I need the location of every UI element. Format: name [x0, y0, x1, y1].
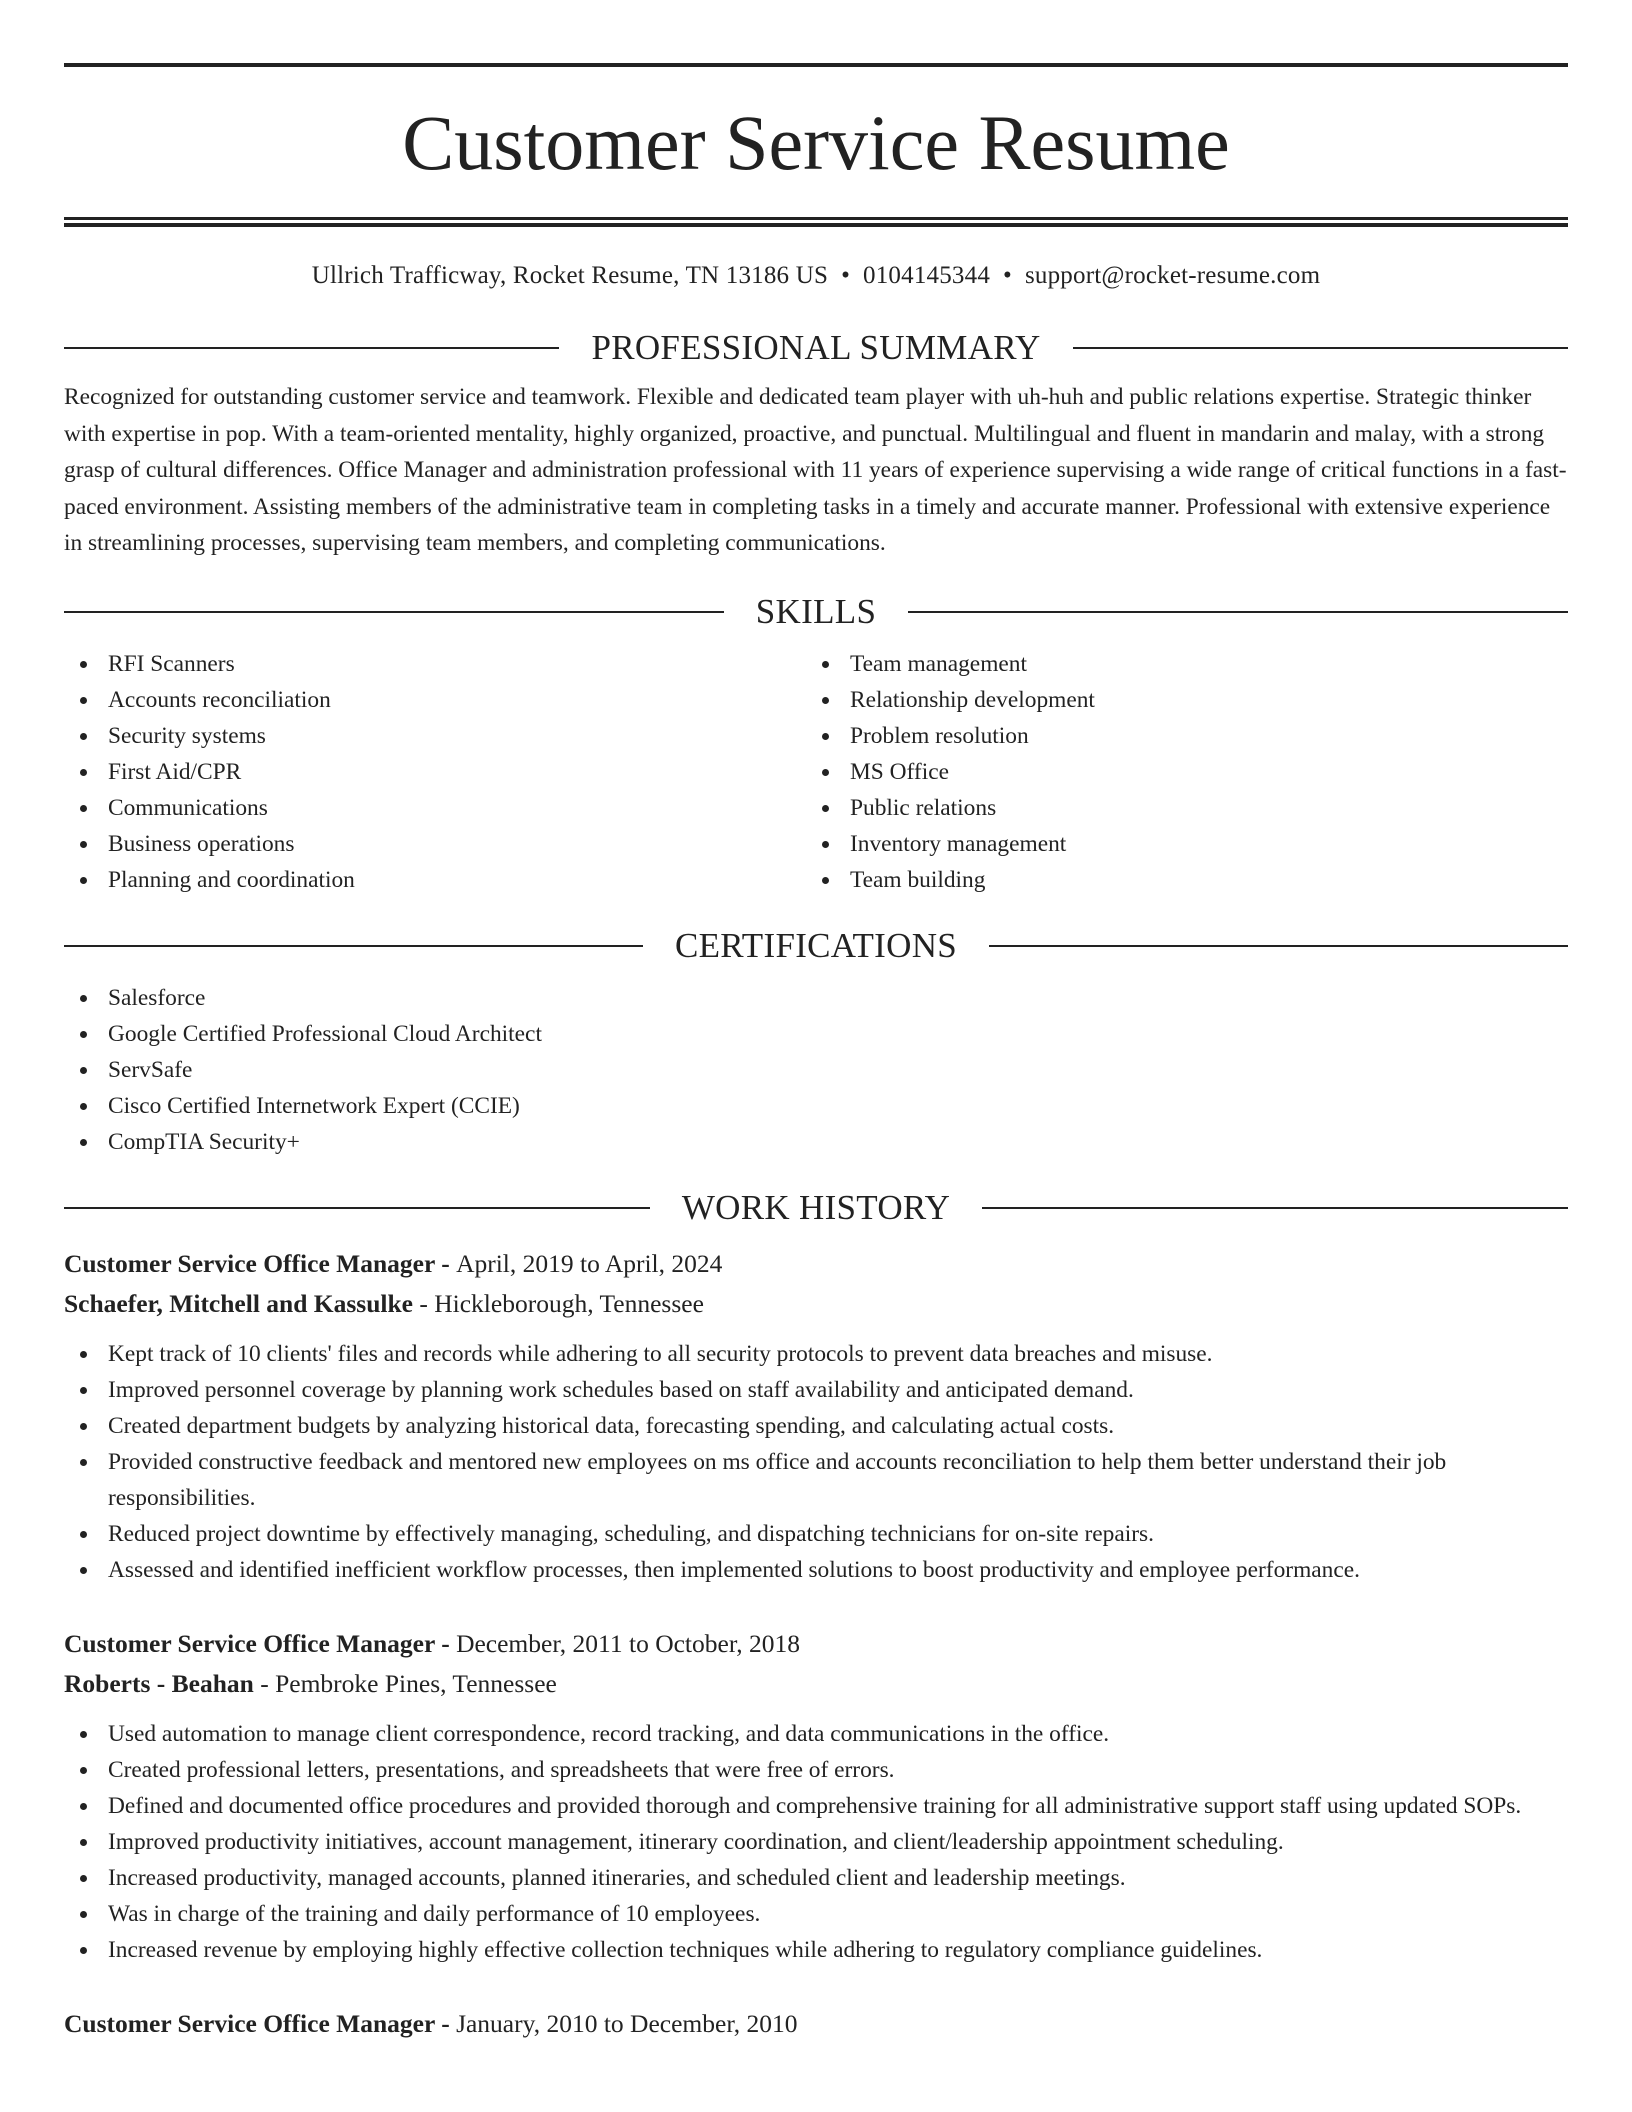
page-title: Customer Service Resume — [402, 99, 1230, 186]
title-double-rule — [64, 217, 1568, 227]
skills-list — [64, 646, 1568, 898]
skills-column-right — [806, 646, 1548, 898]
job-duty-item: Improved productivity initiatives, account management, itinerary coordination, and client/leadership appointment scheduling. — [64, 1824, 1568, 1860]
section-header-work-history — [64, 1186, 1568, 1230]
top-rule — [64, 63, 1568, 67]
list-item: Problem resolution — [806, 718, 1548, 754]
job-dash: - — [253, 1668, 276, 1698]
contact-line — [64, 260, 1568, 292]
list-item: Security systems — [64, 718, 806, 754]
job-title: Customer Service Office Manager — [64, 1248, 435, 1278]
section-rule — [908, 611, 1568, 613]
job-entry — [64, 2004, 1568, 2044]
job-duty-item: Improved personnel coverage by planning work schedules based on staff availability and anticipated demand. — [64, 1372, 1568, 1408]
job-dash: - — [412, 1288, 435, 1318]
job-company: Roberts - Beahan — [64, 1668, 254, 1698]
section-title-skills: SKILLS — [755, 591, 877, 631]
job-title-line — [64, 1244, 1568, 1284]
section-header-skills — [64, 590, 1568, 634]
job-duty-item: Kept track of 10 clients' files and records while adhering to all security protocols to prevent data breaches and misuse. — [64, 1336, 1568, 1372]
list-item: Salesforce — [64, 980, 1568, 1016]
certifications-list — [64, 980, 1568, 1160]
skills-column-left — [64, 646, 806, 898]
job-location: Pembroke Pines, Tennessee — [275, 1668, 557, 1698]
list-item: Accounts reconciliation — [64, 682, 806, 718]
list-item: Relationship development — [806, 682, 1548, 718]
section-rule — [1073, 347, 1568, 349]
section-title-certifications: CERTIFICATIONS — [674, 925, 958, 965]
job-duties-list — [64, 1336, 1568, 1588]
work-history-list — [64, 1244, 1568, 2044]
job-duty-item: Created professional letters, presentations, and spreadsheets that were free of errors. — [64, 1752, 1568, 1788]
list-item: Public relations — [806, 790, 1548, 826]
list-item: Communications — [64, 790, 806, 826]
list-item: RFI Scanners — [64, 646, 806, 682]
list-item: MS Office — [806, 754, 1548, 790]
job-duty-item: Used automation to manage client correspondence, record tracking, and data communications in the office. — [64, 1716, 1568, 1752]
section-header-summary — [64, 326, 1568, 370]
job-duty-item: Defined and documented office procedures and provided thorough and comprehensive training for all administrative support staff using updated SOPs. — [64, 1788, 1568, 1824]
job-duty-item: Was in charge of the training and daily performance of 10 employees. — [64, 1896, 1568, 1932]
section-rule — [64, 347, 559, 349]
list-item: Team management — [806, 646, 1548, 682]
list-item: ServSafe — [64, 1052, 1568, 1088]
job-dash: - — [434, 1628, 457, 1658]
list-item: CompTIA Security+ — [64, 1124, 1568, 1160]
section-title-work-history: WORK HISTORY — [681, 1187, 951, 1227]
job-company-line — [64, 1284, 1568, 1324]
contact-email: support@rocket-resume.com — [1024, 262, 1321, 289]
list-item: Google Certified Professional Cloud Architect — [64, 1016, 1568, 1052]
list-item: Team building — [806, 862, 1548, 898]
job-entry — [64, 1624, 1568, 1968]
contact-address: Ullrich Trafficway, Rocket Resume, TN 13186 US — [311, 262, 829, 289]
list-item: Inventory management — [806, 826, 1548, 862]
job-title: Customer Service Office Manager — [64, 1628, 435, 1658]
section-rule — [64, 945, 643, 947]
section-rule — [64, 1207, 650, 1209]
job-dash: - — [434, 1248, 457, 1278]
job-dash: - — [434, 2008, 457, 2038]
job-duties-list — [64, 1716, 1568, 1968]
job-duty-item: Increased productivity, managed accounts, planned itineraries, and scheduled client and leadership meetings. — [64, 1860, 1568, 1896]
list-item: Planning and coordination — [64, 862, 806, 898]
section-rule — [64, 611, 724, 613]
list-item: Cisco Certified Internetwork Expert (CCIE) — [64, 1088, 1568, 1124]
job-duty-item: Created department budgets by analyzing historical data, forecasting spending, and calculating actual costs. — [64, 1408, 1568, 1444]
resume-page — [64, 0, 1568, 2044]
job-title-line — [64, 2004, 1568, 2044]
contact-phone: 0104145344 — [863, 262, 991, 289]
job-company: Schaefer, Mitchell and Kassulke — [64, 1288, 413, 1318]
job-company-line — [64, 1664, 1568, 1704]
job-duty-item: Reduced project downtime by effectively managing, scheduling, and dispatching technicians for on-site repairs. — [64, 1516, 1568, 1552]
list-item: First Aid/CPR — [64, 754, 806, 790]
contact-separator: • — [1003, 262, 1012, 289]
job-duty-item: Provided constructive feedback and mentored new employees on ms office and accounts reconciliation to help them better understand their job responsibilities. — [64, 1444, 1568, 1516]
list-item: Business operations — [64, 826, 806, 862]
section-rule — [982, 1207, 1568, 1209]
job-dates: January, 2010 to December, 2010 — [456, 2008, 798, 2038]
job-dates: April, 2019 to April, 2024 — [456, 1248, 723, 1278]
job-location: Hickleborough, Tennessee — [434, 1288, 704, 1318]
job-duty-item: Assessed and identified inefficient workflow processes, then implemented solutions to boost productivity and employee performance. — [64, 1552, 1568, 1588]
professional-summary: Recognized for outstanding customer service and teamwork. Flexible and dedicated team player with uh-huh and public relations expertise. Strategic thinker with expertise in pop. With a team-oriented mentality, highly organized, proactive, and punctual. Multilingual and fluent in mandarin and malay, with a strong grasp of cultural differences. Office Manager and administration professional with 11 years of experience supervising a wide range of critical functions in a fast-paced environment. Assisting members of the administrative team in completing tasks in a timely and accurate manner. Professional with extensive experience in streamlining processes, supervising team members, and completing communications. — [64, 384, 1567, 556]
job-dates: December, 2011 to October, 2018 — [456, 1628, 801, 1658]
section-title-summary: PROFESSIONAL SUMMARY — [591, 328, 1041, 367]
job-title: Customer Service Office Manager — [64, 2008, 435, 2038]
job-entry — [64, 1244, 1568, 1588]
section-header-certifications — [64, 924, 1568, 968]
section-rule — [989, 945, 1568, 947]
job-title-line — [64, 1624, 1568, 1664]
contact-separator: • — [841, 262, 851, 289]
job-duty-item: Increased revenue by employing highly effective collection techniques while adhering to regulatory compliance guidelines. — [64, 1932, 1568, 1968]
